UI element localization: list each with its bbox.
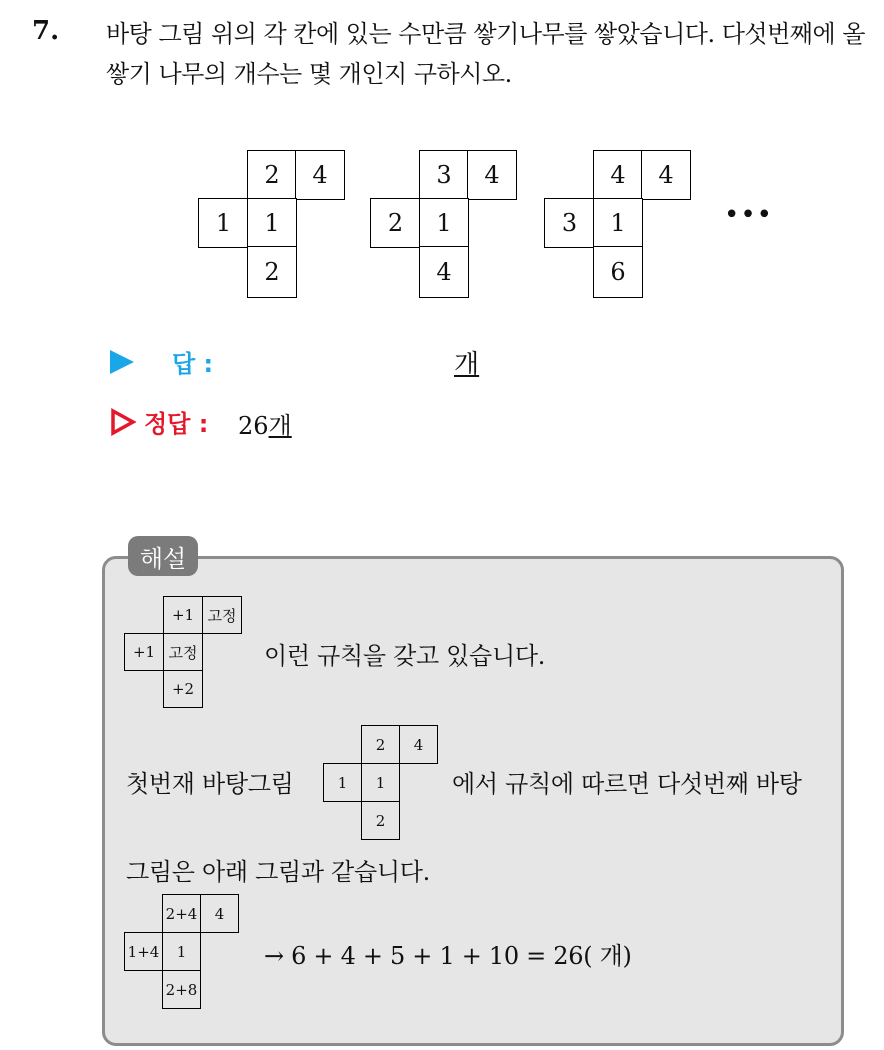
fifth-cell: 2+4 [162, 894, 201, 933]
correct-unit: 개 [268, 412, 292, 440]
ellipsis: ••• [724, 200, 774, 230]
correct-number: 26 [238, 412, 269, 440]
solution-line-3: 그림은 아래 그림과 같습니다. [126, 858, 430, 886]
figure-cell: 4 [467, 150, 517, 200]
figure-cell: 3 [544, 198, 595, 248]
play-triangle-icon [110, 350, 134, 374]
rule-cell: 고정 [163, 633, 203, 671]
answer-unit: 개 [454, 350, 480, 380]
figure-cell: 4 [593, 150, 643, 200]
figure-cell: 2 [247, 150, 297, 200]
rule-cell: +2 [163, 670, 203, 708]
answer-row [110, 344, 610, 384]
figure-cell: 4 [419, 246, 469, 298]
figure-cell: 1 [247, 198, 297, 248]
first-cell: 2 [361, 725, 400, 764]
rule-cell: 고정 [202, 596, 242, 634]
correct-value [238, 406, 292, 441]
rule-text: 이런 규칙을 갖고 있습니다. [264, 642, 546, 670]
figure-cell: 2 [247, 246, 297, 298]
figure-cell: 1 [593, 198, 643, 248]
first-cell: 4 [399, 725, 438, 764]
figure-cell: 2 [370, 198, 421, 248]
equation: → 6 + 4 + 5 + 1 + 10 = 26( 개) [264, 942, 632, 970]
first-figure-suffix: 에서 규칙에 따르면 다섯번째 바탕 [452, 770, 802, 798]
fifth-cell: 2+8 [162, 970, 201, 1009]
question-text: 바탕 그림 위의 각 칸에 있는 수만큼 쌓기나무를 쌓았습니다. 다섯번째에 올 쌓기 나무의 개수는 몇 개인지 구하시오. [106, 20, 865, 88]
correct-answer-row [110, 404, 410, 444]
first-cell: 1 [361, 763, 400, 802]
fifth-cell: 4 [200, 894, 239, 933]
rule-cell: +1 [163, 596, 203, 634]
fifth-cell: 1+4 [124, 932, 163, 971]
first-cell: 1 [323, 763, 362, 802]
correct-label: 정답 : [144, 410, 209, 438]
fifth-cell: 1 [162, 932, 201, 971]
answer-label: 답 : [172, 350, 214, 378]
figure-cell: 4 [295, 150, 345, 200]
outline-triangle-icon [110, 408, 136, 436]
figure-cell: 1 [198, 198, 249, 248]
figure-cell: 1 [419, 198, 469, 248]
question-number: 7. [32, 16, 60, 46]
first-figure-prefix: 첫번재 바탕그림 [126, 770, 294, 798]
figure-cell: 6 [593, 246, 643, 298]
figure-cell: 3 [419, 150, 469, 200]
figure-cell: 4 [641, 150, 691, 200]
rule-cell: +1 [124, 633, 164, 671]
first-cell: 2 [361, 801, 400, 840]
solution-tab: 해설 [128, 536, 198, 576]
